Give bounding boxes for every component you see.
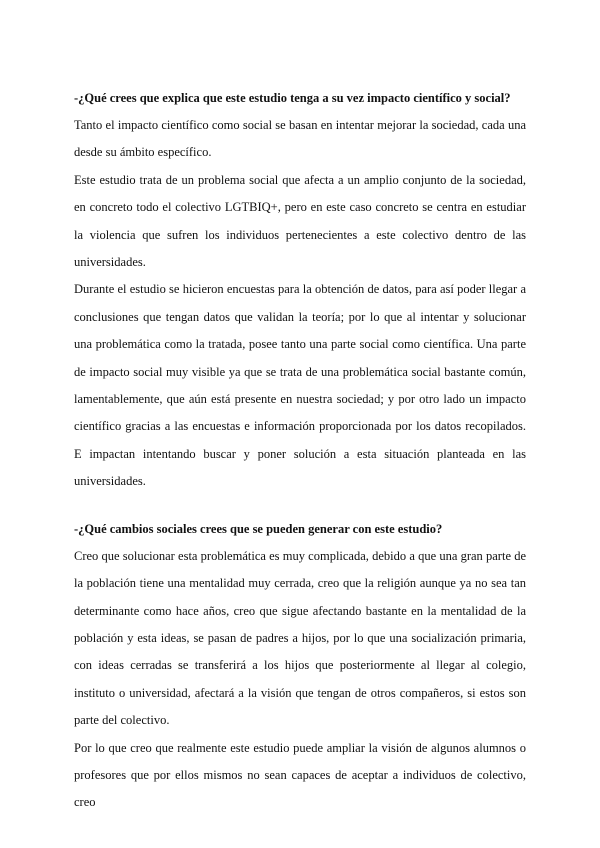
section-2-heading: -¿Qué cambios sociales crees que se pueden generar con este estudio? <box>74 521 443 536</box>
section-1-paragraph-3: Durante el estudio se hicieron encuestas para la obtención de datos, para así poder llegar a conclusiones que tengan datos que validan la teoría; por lo que al intentar y solucionar una problemática como la tratada, posee tanto una parte social como científica. Una parte de impacto social muy visible ya que se trata de una problemática social bastante común, lamentablemente, que aún está presente en nuestra sociedad; y por otro lado un impacto científico gracias a las encuestas e información proporcionada por los datos recopilados. E impactan intentando buscar y poner solución a esta situación planteada en las universidades. <box>74 282 526 489</box>
section-spacer <box>74 496 526 516</box>
section-2-paragraph-2: Por lo que creo que realmente este estudio puede ampliar la visión de algunos alumnos o profesores que por ellos mismos no sean capaces de aceptar a individuos de colectivo, creo <box>74 740 526 810</box>
section-1-paragraph-2: Este estudio trata de un problema social que afecta a un amplio conjunto de la sociedad, en concreto todo el colectivo LGTBIQ+, pero en este caso concreto se centra en estudiar la violencia que sufren los individuos pertenecientes a este colectivo dentro de las universidades. <box>74 172 526 270</box>
document-page <box>74 85 526 817</box>
section-2-paragraph-1: Creo que solucionar esta problemática es muy complicada, debido a que una gran parte de la población tiene una mentalidad muy cerrada, creo que la religión aunque ya no sea tan determinante como hace años, creo que sigue afectando bastante en la mentalidad de la población y esta ideas, se pasan de padres a hijos, por lo que una socialización primaria, con ideas cerradas se transferirá a los hijos que posteriormente al llegar al colegio, instituto o universidad, afectará a la visión que tengan de otros compañeros, si estos son parte del colectivo. <box>74 548 526 728</box>
section-1-heading: -¿Qué crees que explica que este estudio tenga a su vez impacto científico y social? <box>74 91 511 105</box>
section-1-paragraph-1: Tanto el impacto científico como social se basan en intentar mejorar la sociedad, cada una desde su ámbito específico. <box>74 118 526 160</box>
